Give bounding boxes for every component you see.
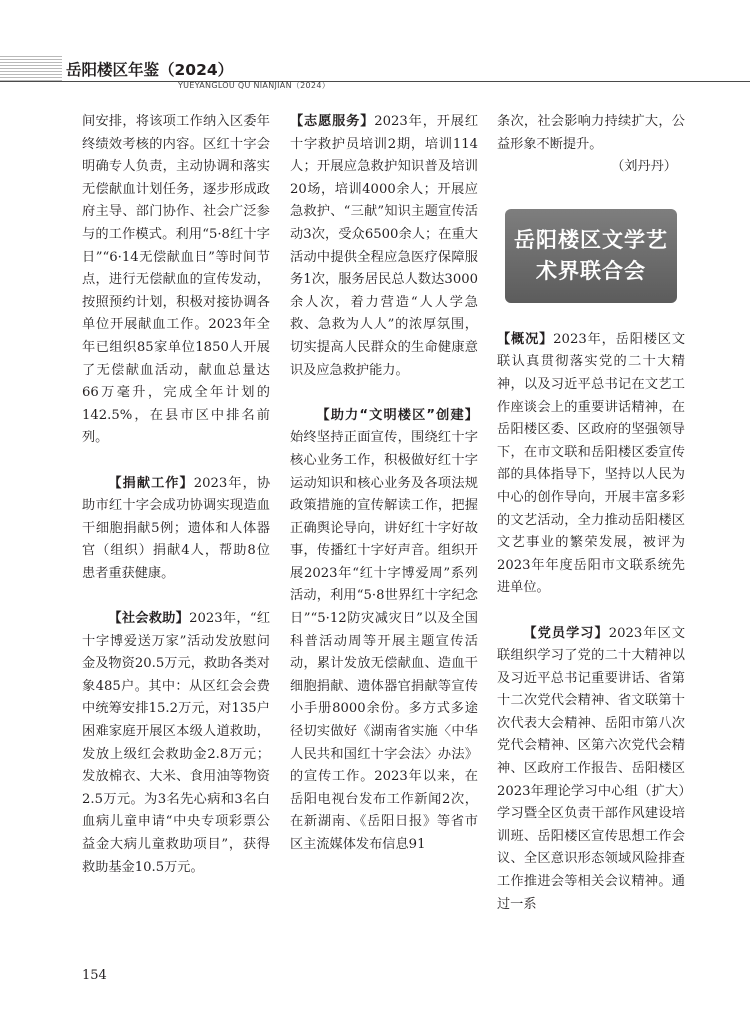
text-column-1 xyxy=(82,111,270,879)
text-column-3 xyxy=(497,111,685,916)
section-title-civilized: 【助力“文明楼区”创建】 xyxy=(316,407,478,423)
section-body-party-study: 2023年区文联组织学习了党的二十大精神以及习近平总书记重要讲话、省第十二次党代会精神、省文联第十次代表大会精神、岳阳市第八次党代会精神、区第六次党代会精神、区政府工作报告、岳阳楼区2023年理论学习中心组（扩大）学习暨全区负责干部作风建设培训班、岳阳楼区宣传思想工作会议、全区意识形态领域风险排查工作推进会等相关会议精神。通过一系 xyxy=(497,625,686,912)
section-party-study xyxy=(497,623,685,917)
section-title-relief: 【社会救助】 xyxy=(108,611,190,627)
page-number: 154 xyxy=(82,968,107,983)
header-rule xyxy=(0,81,750,82)
author-credit: （刘丹丹） xyxy=(611,159,677,175)
section-body-donation: 2023年，协助市红十字会成功协调实现造血干细胞捐献5例；遗体和人体器官（组织）捐献4人，帮助8位患者重获健康。 xyxy=(82,475,271,581)
section-body-civilized: 始终坚持正面宣传，围绕红十字核心业务工作，积极做好红十字运动知识和核心业务及各项法规政策措施的宣传解读工作，把握正确舆论导向，讲好红十字好故事，传播红十字好声音。组织开展2023年“红十字博爱周”系列活动，利用“5·8世界红十字纪念日”“5·12防灾减灾日”以及全国科普活动周等开展主题宣传活动，累计发放无偿献血、造血干细胞捐献、遗体器官捐献等宣传小手册8000余份。多方式多途径切实做好《湖南省实施〈中华人民共和国红十字会法〉办法》的宣传工作。2023年以来，在岳阳电视台发布工作新闻2次，在新湖南、《岳阳日报》等省市区主流媒体发布信息91 xyxy=(290,430,478,852)
paragraph-publicity-continued: 条次，社会影响力持续扩大，公益形象不断提升。 xyxy=(497,114,685,152)
running-header-title: 岳阳楼区年鉴（2024） xyxy=(66,61,234,79)
section-social-relief xyxy=(82,608,270,879)
chapter-banner-line-2: 术界联合会 xyxy=(536,258,646,283)
section-title-donation: 【捐献工作】 xyxy=(108,475,194,491)
section-body-volunteer: 2023年，开展红十字救护员培训2期，培训114人；开展应急救护知识普及培训20场，培训4000余人；开展应急救护、“三献”知识主题宣传活动3次，受众6500余人；在重大活动中提供全程应急医疗保障服务1次，服务居民总人数达3000余人次，着力营造“人人学急救、急救为人人”的浓厚氛围，切实提高人民群众的生命健康意识及应急救护能力。 xyxy=(290,114,479,378)
section-civilized-district xyxy=(290,405,478,857)
chapter-banner-line-1: 岳阳楼区文学艺 xyxy=(514,227,668,252)
section-body-relief: 2023年，“红十字博爱送万家”活动发放慰问金及物资20.5万元，救助各类对象485户。其中：从区红会会费中统筹安排15.2万元，对135户困难家庭开展区本级人道救助，发放上级红会救助金2.8万元；发放棉衣、大米、食用油等物资2.5万元。为3名先心病和3名白血病儿童申请“中央专项彩票公益金大病儿童救助项目”，获得救助基金10.5万元。 xyxy=(82,611,271,875)
header-decoration-stripes xyxy=(0,56,62,82)
section-donation-work xyxy=(82,473,270,586)
paragraph-blood-donation-continued: 间安排，将该项工作纳入区委年终绩效考核的内容。区红十字会明确专人负责，主动协调和落实无偿献血计划任务，逐步形成政府主导、部门协作、社会广泛参与的工作模式。利用“5·8红十字日”“6·14无偿献血日”等时间节点，进行无偿献血的宣传发动，按照预约计划，积极对接协调各单位开展献血工作。2023年全年已组织85家单位1850人开展了无偿献血活动，献血总量达66万毫升，完成全年计划的142.5%，在县市区中排名前列。 xyxy=(82,114,270,446)
section-title-overview: 【概况】 xyxy=(497,331,554,347)
section-body-overview: 2023年，岳阳楼区文联认真贯彻落实党的二十大精神，以及习近平总书记在文艺工作座谈会上的重要讲话精神，在岳阳楼区委、区政府的坚强领导下，在市文联和岳阳楼区委宣传部的具体指导下，坚持以人民为中心的创作导向，开展丰富多彩的文艺活动，全力推动岳阳楼区文艺事业的繁荣发展，被评为2023年年度岳阳市文联系统先进单位。 xyxy=(497,331,686,596)
section-title-party-study: 【党员学习】 xyxy=(523,625,609,641)
running-header-subtitle: YUEYANGLOU QU NIANJIAN（2024） xyxy=(178,81,331,90)
text-column-2 xyxy=(290,111,478,857)
section-title-volunteer: 【志愿服务】 xyxy=(290,114,375,129)
section-volunteer-service xyxy=(290,111,478,382)
chapter-banner xyxy=(505,209,677,303)
section-overview xyxy=(497,329,685,600)
